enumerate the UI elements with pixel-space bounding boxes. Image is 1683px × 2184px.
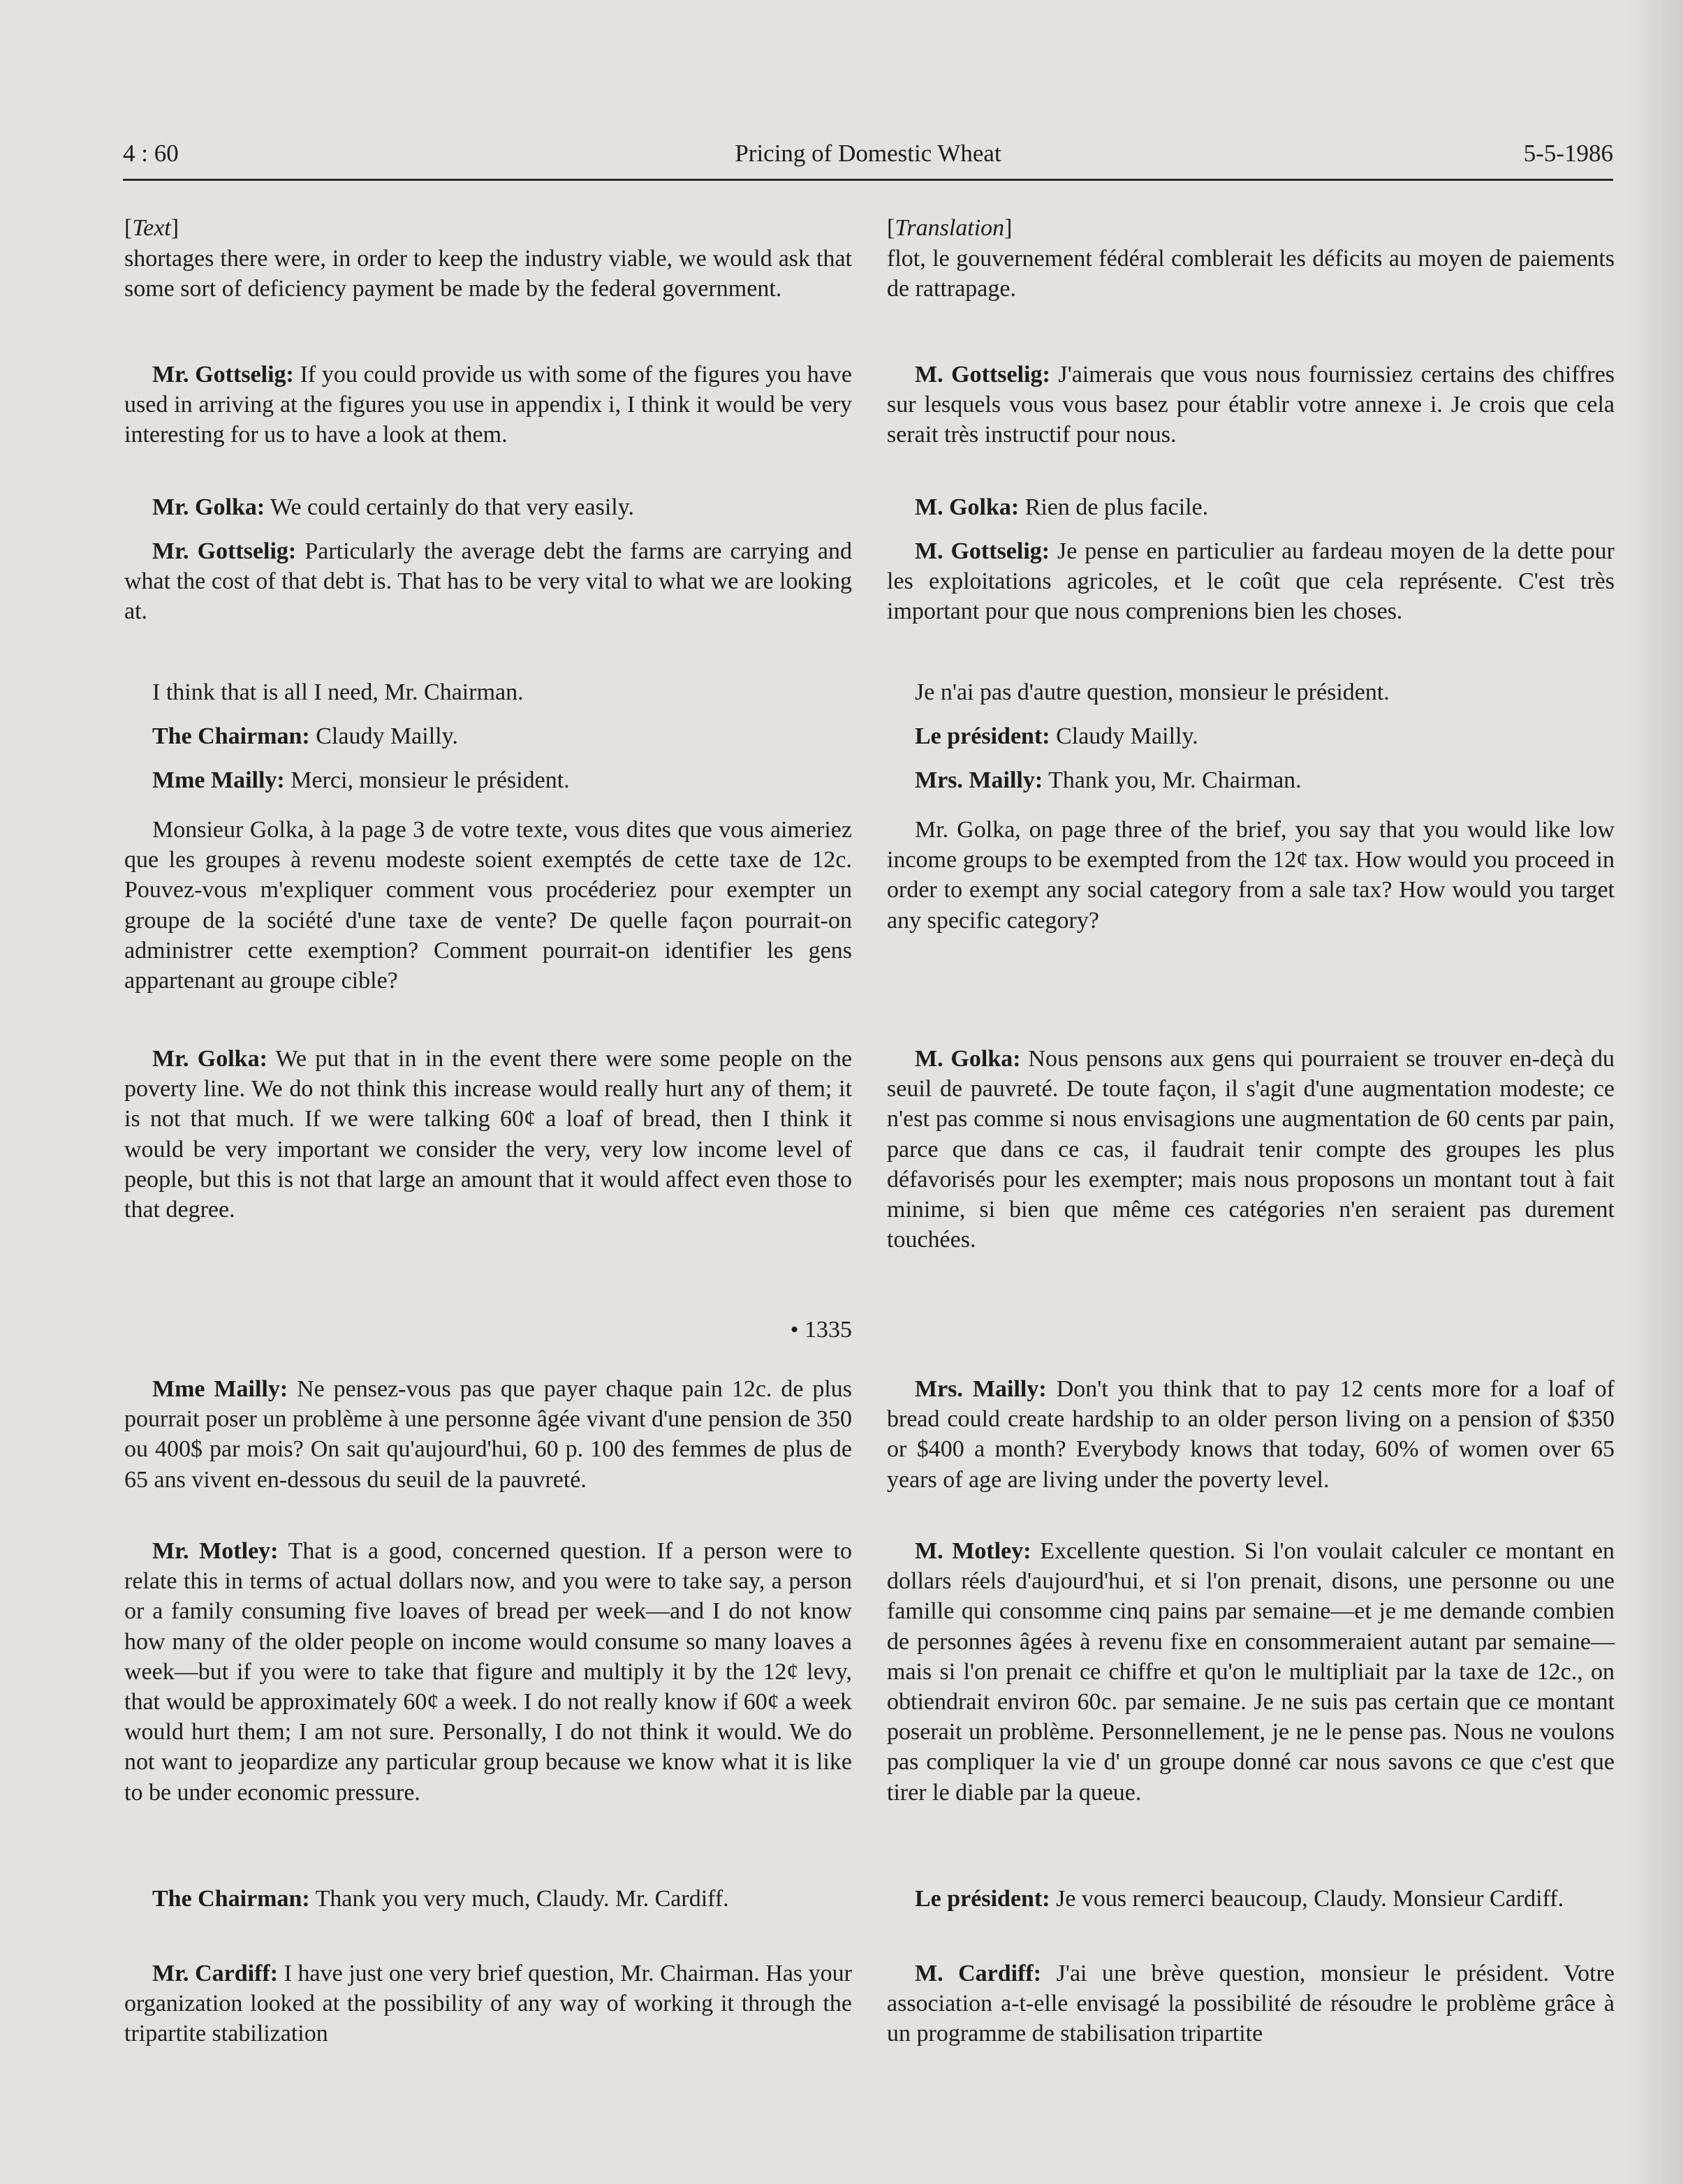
speaker-name: Le président: (915, 1886, 1050, 1912)
speech-text: Excellente question. Si l'on voulait calculer ce montant en dollars réels d'aujourd'hui, et si l'on prenait, disons, une personne ou une famille qui consomme cinq pains par semaine—et je me demande combien de personnes âgées à revenu fixe en consommeraient autant par semaine—mais si l'on prenait ce chiffre et qu'on le multipliait par la taxe de 12c., on obtiendrait environ 60c. par semaine. Je ne suis pas certain que ce montant poserait un problème. Personnellement, je ne le pense pas. Nous ne voulons pas compliquer la vie d' un groupe donné car nous savons ce que c'est que tirer le diable par la queue. (887, 1538, 1615, 1806)
page-edge-shadow (1627, 0, 1683, 2184)
speech-text: If you could provide us with some of the figures you have used in arriving at the figures you use in appendix i, I think it would be very interesting for us to have a look at them. (124, 362, 852, 448)
speaker-paragraph (124, 1536, 852, 1808)
column-label-text: Translation (895, 215, 1005, 241)
speech-text: Claudy Mailly. (316, 723, 458, 749)
speaker-paragraph (124, 1374, 852, 1495)
speaker-paragraph (887, 1044, 1615, 1255)
speech-text: Don't you think that to pay 12 cents more for a loaf of bread could create hardship to an older person living on a pension of $350 or $400 a month? Everybody knows that today, 60% of women over 65 years of age are living under the poverty level. (887, 1376, 1615, 1493)
speaker-name: Mr. Golka: (152, 1046, 267, 1072)
running-title: Pricing of Domestic Wheat (735, 140, 1001, 167)
speaker-name: Mr. Gottselig: (152, 538, 297, 564)
speaker-name: Mr. Motley: (152, 1538, 279, 1564)
speaker-name: Le président: (915, 723, 1050, 749)
column-label: [Translation] (887, 215, 1013, 241)
speaker-paragraph (124, 492, 852, 522)
speaker-name: Mrs. Mailly: (915, 767, 1043, 793)
speaker-name: M. Golka: (915, 494, 1020, 520)
speech-text: Merci, monsieur le président. (291, 767, 570, 793)
speech-text: That is a good, concerned question. If a person were to relate this in terms of actual dollars now, and you were to take say, a person or a family consuming five loaves of bread per week—and I do not know how many of the older people on income would consume so many loaves a week—but if you were to take that figure and multiply it by the 12¢ levy, that would be approximately 60¢ a week. I do not really know if 60¢ a week would hurt them; I am not sure. Personally, I do not think it would. We do not want to jeopardize any particular group because we know what it is like to be under economic pressure. (124, 1538, 852, 1806)
paragraph: I think that is all I need, Mr. Chairman. (152, 679, 524, 705)
speech-text: J'aimerais que vous nous fournissiez certains des chiffres sur lesquels vous vous basez pour établir votre annexe i. Je crois que cela serait très instructif pour nous. (887, 362, 1615, 448)
paragraph: Mr. Golka, on page three of the brief, you say that you would like low income groups to be exempted from the 12¢ tax. How would you proceed in order to exempt any social category from a sale tax? How would you target any specific category? (887, 817, 1615, 934)
paragraph: shortages there were, in order to keep the industry viable, we would ask that some sort of deficiency payment be made by the federal government. (124, 246, 852, 302)
speaker-paragraph (124, 1884, 852, 1914)
speaker-name: M. Gottselig: (915, 538, 1050, 564)
speaker-paragraph (124, 721, 852, 751)
speaker-paragraph (124, 536, 852, 627)
speaker-name: The Chairman: (152, 723, 310, 749)
speech-text: Je pense en particulier au fardeau moyen de la dette pour les exploitations agricoles, et le coût que cela représente. C'est très important pour que nous comprenions bien les choses. (887, 538, 1615, 625)
speaker-paragraph (887, 765, 1615, 795)
speaker-paragraph (887, 1958, 1615, 2049)
speaker-name: M. Gottselig: (915, 362, 1050, 388)
speaker-name: Mr. Cardiff: (152, 1961, 279, 1986)
speaker-paragraph (887, 1884, 1615, 1914)
speech-text: We put that in in the event there were some people on the poverty line. We do not think this increase would really hurt any of them; it is not that much. If we were talking 60¢ a loaf of bread, then I think it would be very important we consider the very, very low income level of people, but this is not that large an amount that it would affect even those to that degree. (124, 1046, 853, 1223)
speech-text: I have just one very brief question, Mr. Chairman. Has your organization looked at the possibility of any way of working it through the tripartite stabilization (124, 1961, 853, 2047)
speaker-name: Mr. Golka: (152, 494, 265, 520)
speaker-name: The Chairman: (152, 1886, 310, 1912)
speaker-paragraph (887, 721, 1615, 751)
speech-text: Thank you very much, Claudy. Mr. Cardiff. (315, 1886, 729, 1912)
page-number: 4 : 60 (123, 140, 179, 167)
speaker-paragraph (887, 536, 1615, 627)
speaker-name: M. Motley: (915, 1538, 1031, 1564)
speech-text: Claudy Mailly. (1056, 723, 1198, 749)
speaker-name: Mr. Gottselig: (152, 362, 294, 388)
paragraph: flot, le gouvernement fédéral comblerait les déficits au moyen de paiements de rattrapage. (887, 246, 1615, 302)
speech-text: Nous pensons aux gens qui pourraient se trouver en-deçà du seuil de pauvreté. De toute façon, il s'agit d'une augmentation modeste; ce n'est pas comme si nous envisagions une augmentation de 60 cents par pain, parce que dans ce cas, il faudrait tenir compte des groupes les plus défavorisés pour les exempter; mais nous proposons un montant tout à fait minime, si bien que même ces catégories n'en seraient pas durement touchées. (887, 1046, 1615, 1253)
speech-text: Thank you, Mr. Chairman. (1048, 767, 1302, 793)
sitting-date: 5-5-1986 (1523, 140, 1613, 167)
paragraph: Monsieur Golka, à la page 3 de votre texte, vous dites que vous aimeriez que les groupes à revenu modeste soient exemptés de cette taxe de 12c. Pouvez-vous m'expliquer comment vous procéderiez pour exempter un groupe de la société d'une taxe de vente? De quelle façon pourrait-on administrer cette exemption? Comment pourrait-on identifier les gens appartenant au groupe cible? (124, 817, 852, 994)
paragraph: Je n'ai pas d'autre question, monsieur le président. (915, 679, 1390, 705)
column-label: [Text] (124, 215, 179, 241)
speaker-paragraph (124, 1044, 852, 1225)
speaker-paragraph (124, 765, 852, 795)
speaker-name: Mme Mailly: (152, 1376, 288, 1402)
speaker-paragraph (887, 360, 1615, 450)
time-marker: • 1335 (790, 1317, 852, 1343)
speaker-paragraph (124, 360, 852, 450)
speech-text: We could certainly do that very easily. (270, 494, 635, 520)
column-label-text: Text (132, 215, 171, 241)
speaker-name: M. Cardiff: (915, 1961, 1042, 1986)
speech-text: Ne pensez-vous pas que payer chaque pain 12c. de plus pourrait poser un problème à une personne âgée vivant d'une pension de 350 ou 400$ par mois? On sait qu'aujourd'hui, 60 p. 100 des femmes de plus de 65 ans vivent en-dessous du seuil de la pauvreté. (124, 1376, 852, 1493)
page-header (123, 140, 1613, 181)
speaker-name: Mrs. Mailly: (915, 1376, 1047, 1402)
speech-text: Rien de plus facile. (1024, 494, 1209, 520)
speech-text: J'ai une brève question, monsieur le président. Votre association a-t-elle envisagé la possibilité de résoudre le problème grâce à un programme de stabilisation tripartite (887, 1961, 1615, 2047)
speaker-name: M. Golka: (915, 1046, 1021, 1072)
speech-text: Je vous remerci beaucoup, Claudy. Monsieur Cardiff. (1056, 1886, 1564, 1912)
speaker-name: Mme Mailly: (152, 767, 285, 793)
speaker-paragraph (887, 492, 1615, 522)
speaker-paragraph (887, 1374, 1615, 1495)
speech-text: Particularly the average debt the farms are carrying and what the cost of that debt is. That has to be very vital to what we are looking at. (124, 538, 852, 625)
speaker-paragraph (887, 1536, 1615, 1808)
speaker-paragraph (124, 1958, 852, 2049)
